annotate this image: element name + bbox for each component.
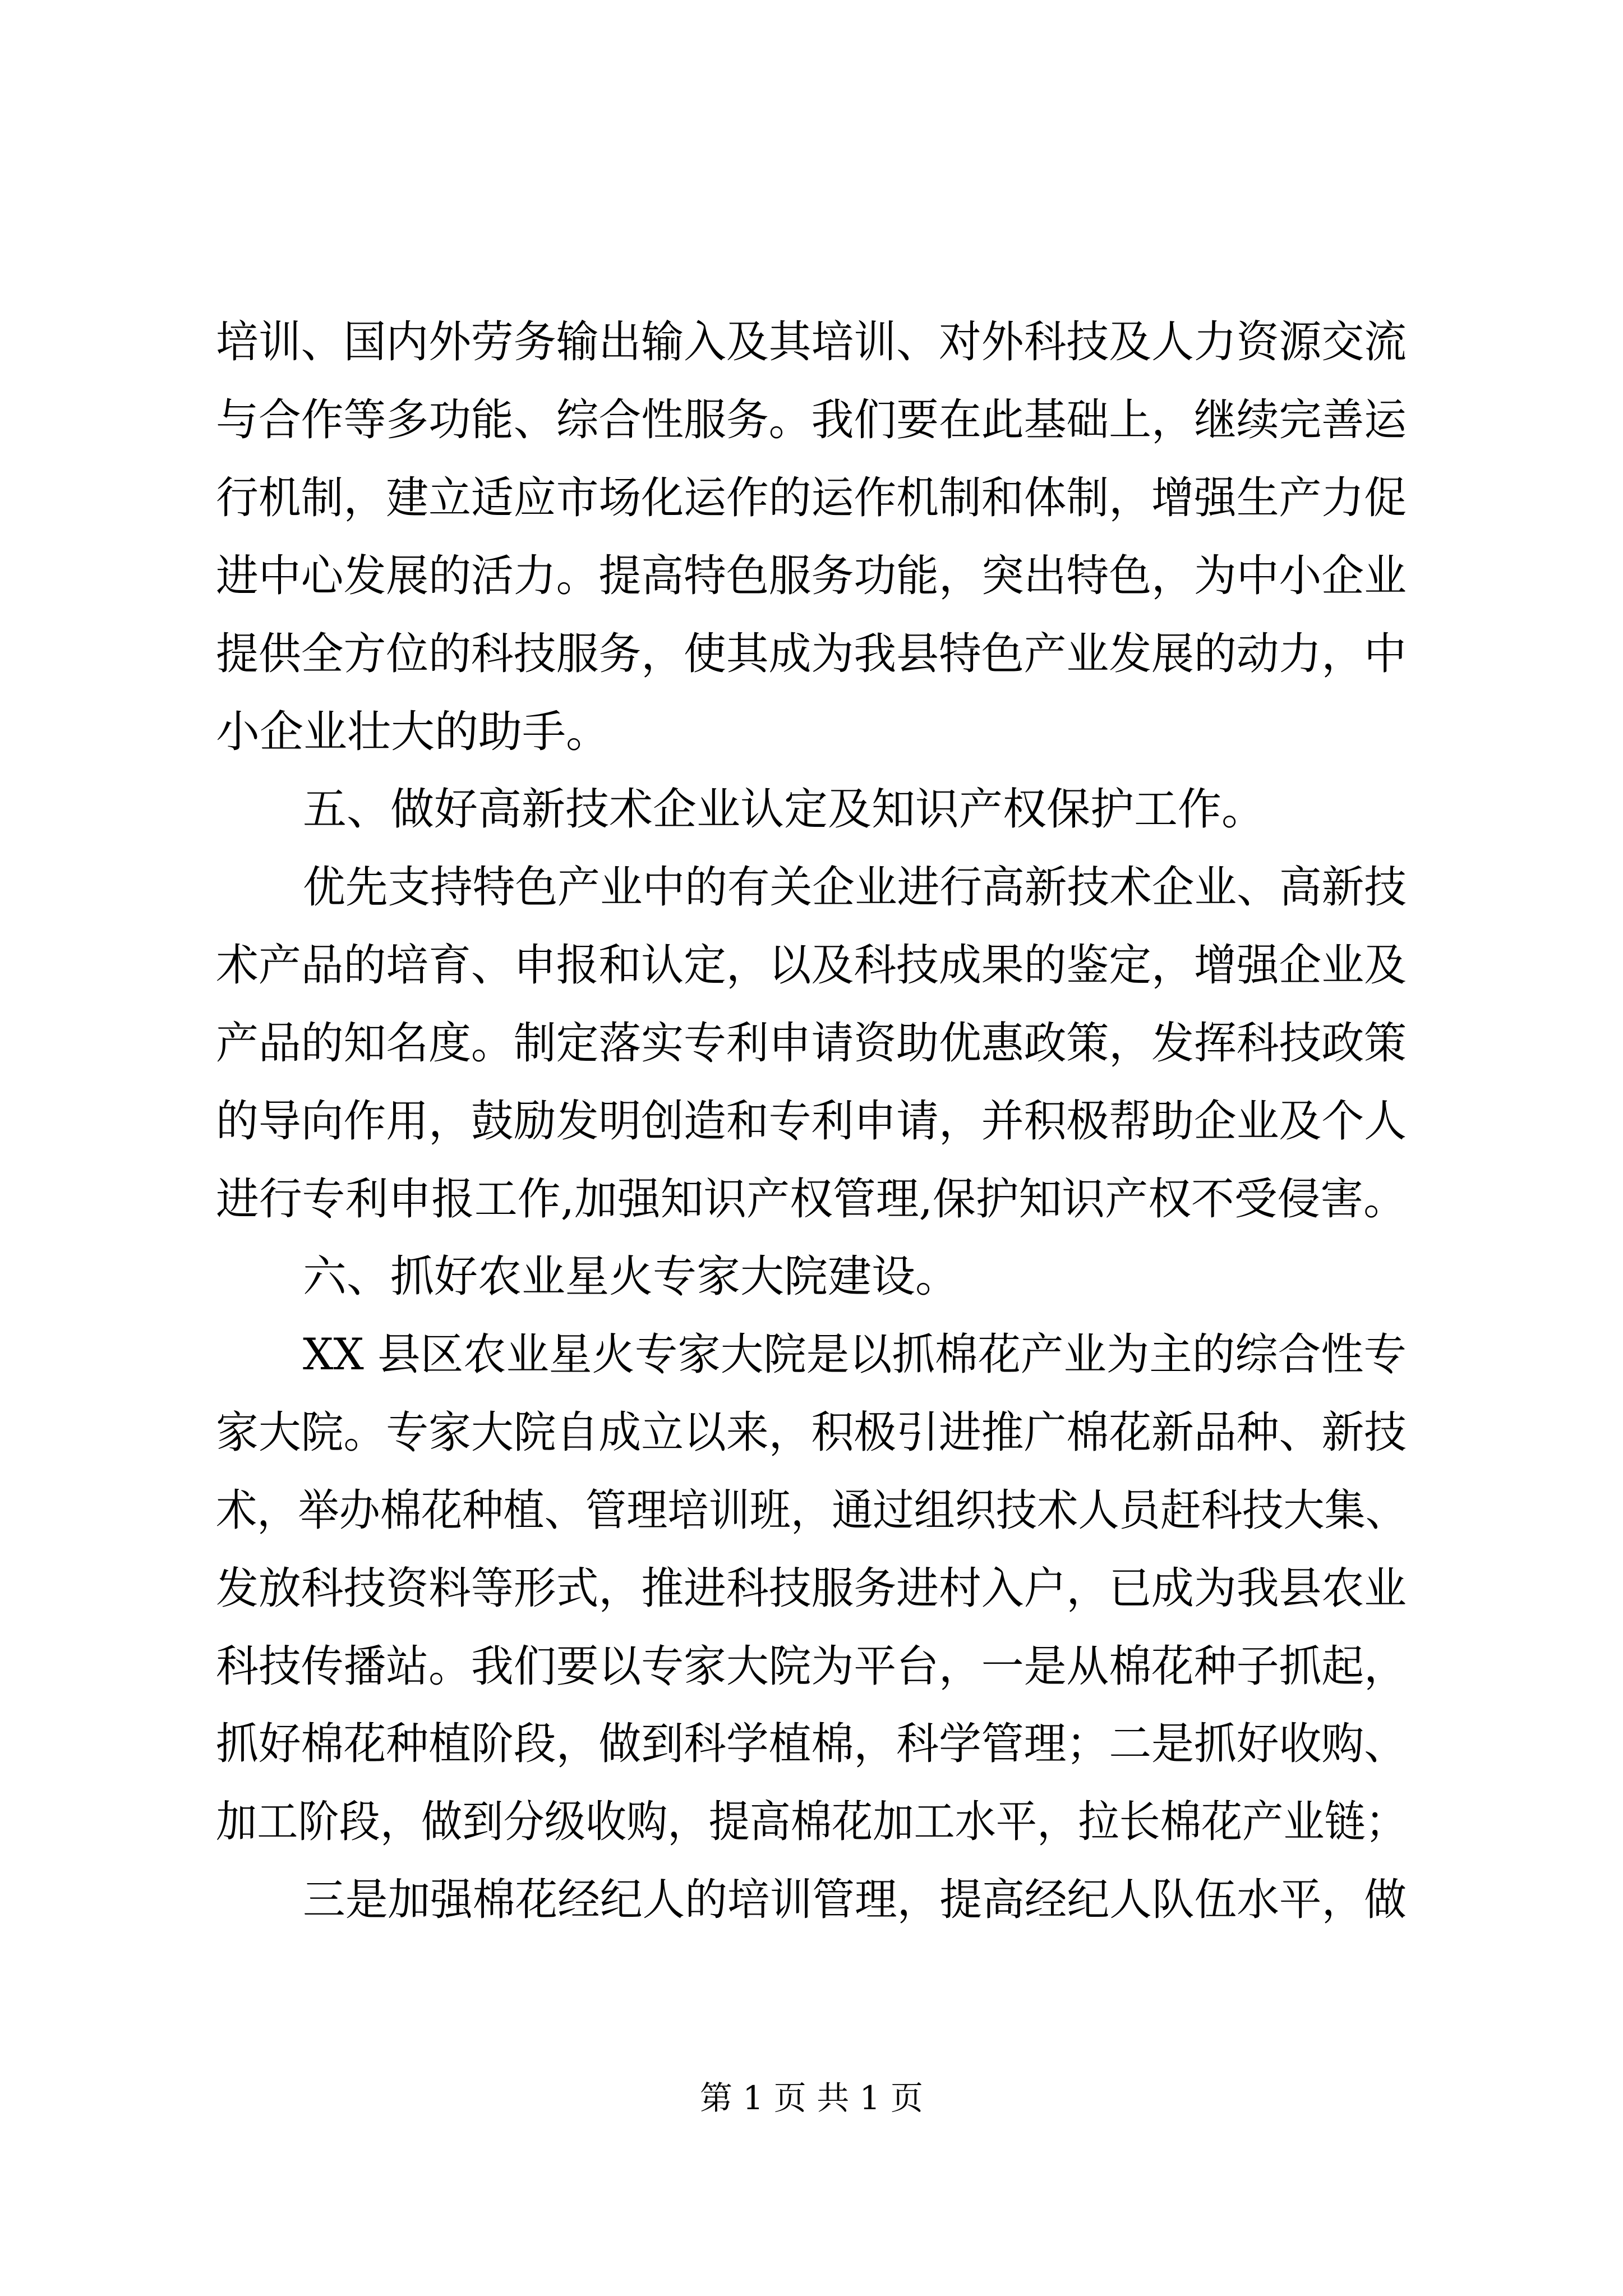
text-line bbox=[0, 1079, 1623, 1163]
text-line-content: 产品的知名度。制定落实专利申请资助优惠政策，发挥科技政策 bbox=[216, 1018, 1407, 1069]
section-heading-text: 六、抓好农业星火专家大院建设。 bbox=[303, 1251, 960, 1302]
text-line bbox=[0, 845, 1623, 930]
text-line bbox=[0, 1469, 1623, 1553]
section-heading bbox=[0, 1235, 1623, 1319]
text-line bbox=[0, 1702, 1623, 1786]
text-line bbox=[0, 456, 1623, 540]
text-line-content: 进行专利申报工作,加强知识产权管理,保护知识产权不受侵害。 bbox=[216, 1174, 1407, 1225]
page-footer: 第 1 页 共 1 页 bbox=[700, 2079, 923, 2117]
text-line bbox=[0, 1625, 1623, 1709]
text-line-content: 优先支持特色产业中的有关企业进行高新技术企业、高新技 bbox=[303, 862, 1407, 913]
text-line-content: 三是加强棉花经纪人的培训管理，提高经纪人队伍水平，做 bbox=[303, 1875, 1407, 1925]
text-line-content: 发放科技资料等形式，推进科技服务进村入户，已成为我县农业 bbox=[216, 1563, 1407, 1614]
text-line-content: 加工阶段，做到分级收购，提高棉花加工水平，拉长棉花产业链； bbox=[216, 1797, 1407, 1847]
text-line bbox=[0, 1858, 1623, 1942]
section-heading bbox=[0, 767, 1623, 852]
text-line bbox=[0, 612, 1623, 696]
text-line bbox=[0, 690, 1623, 774]
text-line bbox=[0, 1313, 1623, 1397]
text-line-content: 提供全方位的科技服务，使其成为我县特色产业发展的动力，中 bbox=[216, 629, 1407, 679]
text-line-content: 与合作等多功能、综合性服务。我们要在此基础上，继续完善运 bbox=[216, 395, 1407, 445]
text-line-content: XX 县区农业星火专家大院是以抓棉花产业为主的综合性专 bbox=[303, 1329, 1407, 1380]
text-line bbox=[0, 1001, 1623, 1085]
text-line-content: 科技传播站。我们要以专家大院为平台，一是从棉花种子抓起， bbox=[216, 1641, 1407, 1692]
text-line-content: 术产品的培育、申报和认定，以及科技成果的鉴定，增强企业及 bbox=[216, 940, 1407, 991]
text-line-content: 小企业壮大的助手。 bbox=[216, 707, 610, 757]
text-line bbox=[0, 534, 1623, 618]
text-line bbox=[0, 1157, 1623, 1241]
text-line-content: 行机制，建立适应市场化运作的运作机制和体制，增强生产力促 bbox=[216, 473, 1407, 523]
text-line-content: 术，举办棉花种植、管理培训班，通过组织技术人员赶科技大集、 bbox=[216, 1485, 1407, 1536]
text-line-content: 家大院。专家大院自成立以来，积极引进推广棉花新品种、新技 bbox=[216, 1407, 1407, 1458]
text-line bbox=[0, 923, 1623, 1007]
text-line bbox=[0, 378, 1623, 462]
text-line-content: 抓好棉花种植阶段，做到科学植棉，科学管理；二是抓好收购、 bbox=[216, 1719, 1407, 1769]
section-heading-text: 五、做好高新技术企业认定及知识产权保护工作。 bbox=[303, 784, 1266, 835]
text-line bbox=[0, 300, 1623, 384]
text-line-content: 进中心发展的活力。提高特色服务功能，突出特色，为中小企业 bbox=[216, 551, 1407, 601]
text-line bbox=[0, 1391, 1623, 1475]
text-line bbox=[0, 1780, 1623, 1864]
text-line-content: 培训、国内外劳务输出输入及其培训、对外科技及人力资源交流 bbox=[216, 317, 1407, 367]
text-line-content: 的导向作用，鼓励发明创造和专利申请，并积极帮助企业及个人 bbox=[216, 1096, 1407, 1147]
text-line bbox=[0, 1547, 1623, 1631]
